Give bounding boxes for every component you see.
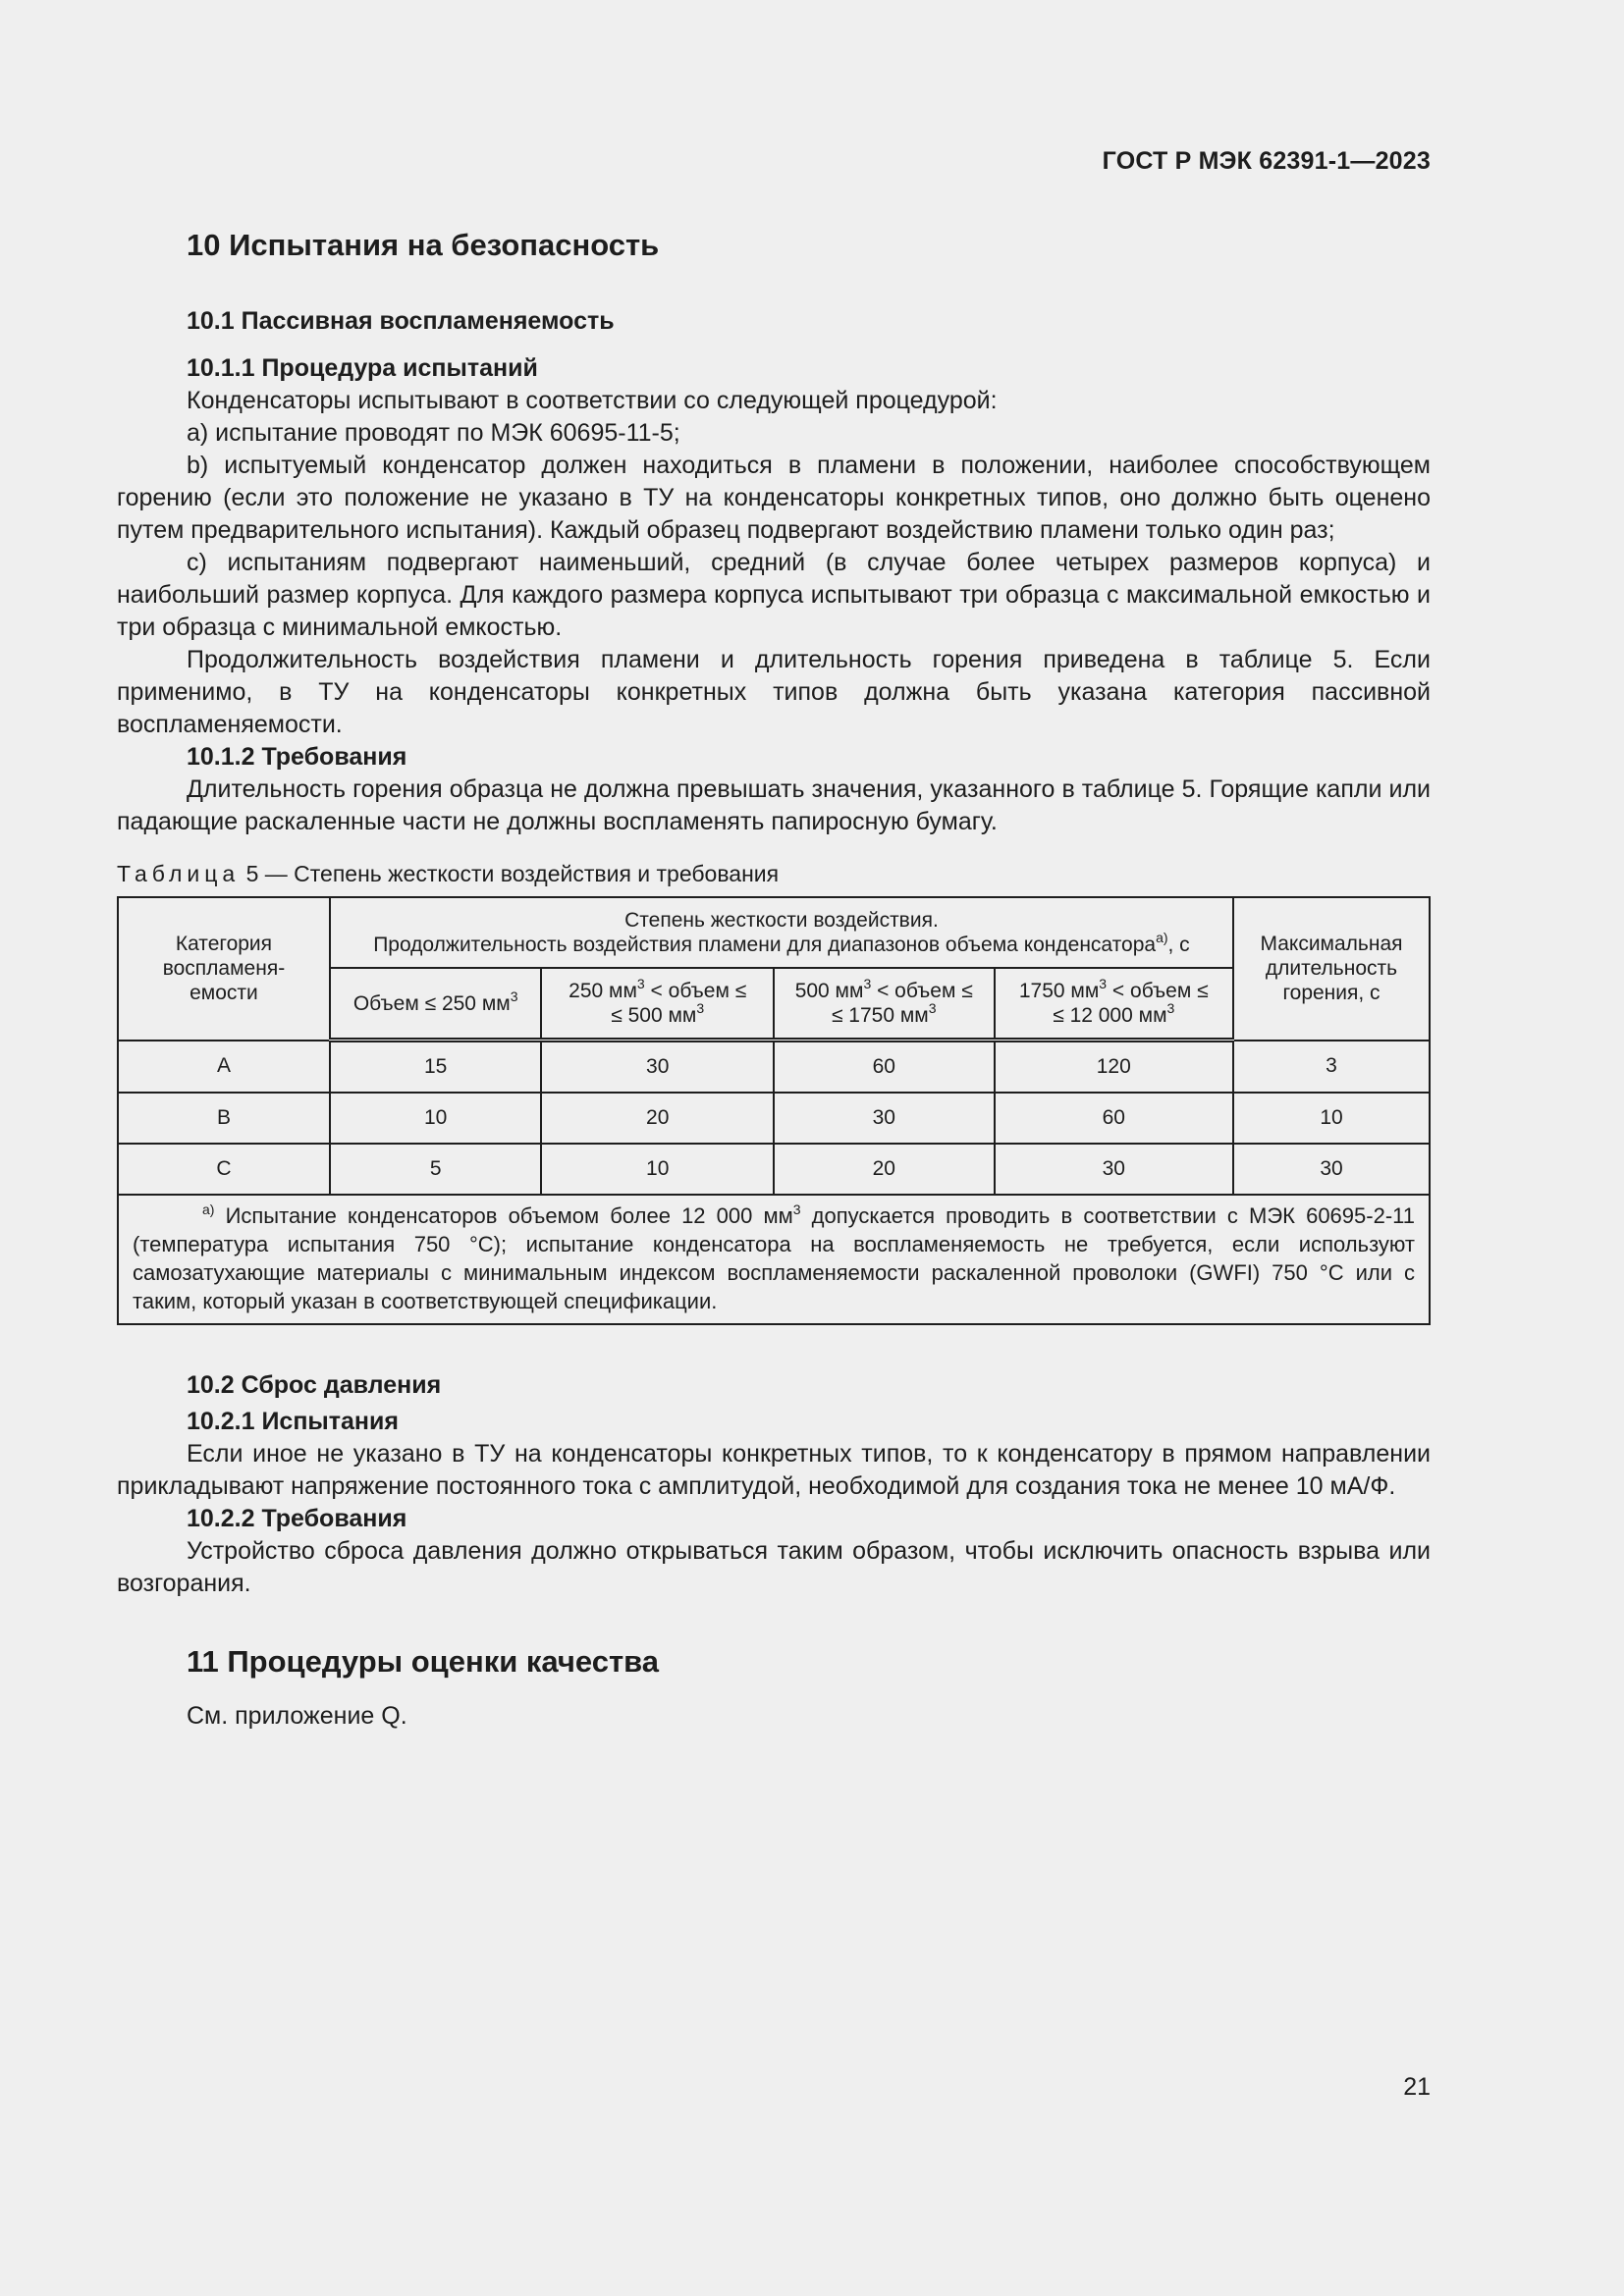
section-10-1-1-title: 10.1.1 Процедура испытаний: [187, 354, 538, 382]
table-cell: 5: [330, 1144, 542, 1195]
column-header-max-burn: Максимальная длительность горения, с: [1233, 897, 1430, 1041]
column-header-severity: Степень жесткости воздействия. Продолжительность воздействия пламени для диапазонов объема конденсатора$^{а)}$, с: [330, 897, 1233, 968]
table-footnote: $^{а)}$ Испытание конденсаторов объемом более 12 000 $мм^3$ допускается проводить в соответствии с МЭК 60695-2-11 (температура испытания 750 °С); испытание конденсатора на воспламеняемость не требуется, если используют самозатухающие материалы с минимальным индексом воспламеняемости раскаленной проволоки (GWFI) 750 °С или с таким, который указан в соответствующей спецификации.: [118, 1195, 1430, 1324]
section-10-2-2-title: 10.2.2 Требования: [187, 1505, 407, 1532]
table-cell: 30: [1233, 1144, 1430, 1195]
paragraph: Если иное не указано в ТУ на конденсаторы конкретных типов, то к конденсатору в прямом направлении прикладывают напряжение постоянного тока с амплитудой, необходимой для создания тока не менее 10 мА/Ф.: [117, 1440, 1431, 1500]
table-cell: 120: [995, 1041, 1233, 1094]
table-cell: 3: [1233, 1041, 1430, 1094]
section-11-title: 11 Процедуры оценки качества: [187, 1644, 660, 1679]
section-10-2-title: 10.2 Сброс давления: [187, 1371, 442, 1399]
paragraph: Продолжительность воздействия пламени и длительность горения приведена в таблице 5. Если применимо, в ТУ на конденсаторы конкретных типов должна быть указана категория пассивной воспламеняемости.: [117, 646, 1431, 738]
running-header: ГОСТ Р МЭК 62391-1—2023: [1102, 147, 1431, 175]
list-item-b: b) испытуемый конденсатор должен находиться в пламени в положении, наиболее способствующем горению (если это положение не указано в ТУ на конденсаторы конкретных типов, оно должно быть оценено путем предварительного испытания). Каждый образец подвергают воздействию пламени только один раз;: [117, 452, 1431, 544]
table-5: [117, 896, 1431, 1325]
section-10-2-1-title: 10.2.1 Испытания: [187, 1408, 399, 1435]
section-10-1-title: 10.1 Пассивная воспламеняемость: [187, 307, 615, 335]
paragraph: Конденсаторы испытывают в соответствии со следующей процедурой:: [187, 387, 998, 414]
table-cell: 30: [995, 1144, 1233, 1195]
list-item-c: c) испытаниям подвергают наименьший, средний (в случае более четырех размеров корпуса) и наибольший размер корпуса. Для каждого размера корпуса испытывают три образца с максимальной емкостью и три образца с минимальной емкостью.: [117, 549, 1431, 641]
table-cell: 15: [330, 1041, 542, 1094]
subheader-volume-2: 250 $мм^3$ < объем ≤ ≤ 500 $мм^3$: [541, 968, 774, 1041]
table-cell: 20: [541, 1093, 774, 1144]
paragraph: Длительность горения образца не должна превышать значения, указанного в таблице 5. Горящие капли или падающие раскаленные части не должны воспламенять папиросную бумагу.: [117, 775, 1431, 835]
table-cell: 60: [774, 1041, 995, 1094]
table-cell: В: [118, 1093, 330, 1144]
subheader-volume-3: 500 $мм^3$ < объем ≤ ≤ 1750 $мм^3$: [774, 968, 995, 1041]
table-cell: 60: [995, 1093, 1233, 1144]
table-caption: Таблица 5 — Степень жесткости воздействия и требования: [117, 861, 780, 886]
table-cell: С: [118, 1144, 330, 1195]
section-10-title: 10 Испытания на безопасность: [187, 228, 660, 262]
table-cell: 10: [1233, 1093, 1430, 1144]
table-cell: А: [118, 1041, 330, 1094]
subheader-volume-4: 1750 $мм^3$ < объем ≤ ≤ 12 000 $мм^3$: [995, 968, 1233, 1041]
page-content: [117, 221, 1431, 1733]
table-cell: 30: [541, 1041, 774, 1094]
section-10-1-2-title: 10.1.2 Требования: [187, 743, 407, 771]
table-row: [118, 1093, 1430, 1144]
table-cell: 10: [330, 1093, 542, 1144]
paragraph: Устройство сброса давления должно открываться таким образом, чтобы исключить опасность взрыва или возгорания.: [117, 1537, 1431, 1597]
paragraph: См. приложение Q.: [187, 1702, 407, 1730]
table-row: [118, 1144, 1430, 1195]
column-header-category: Категория воспламеня-емости: [118, 897, 330, 1041]
page-number: 21: [1403, 2073, 1431, 2101]
table-cell: 20: [774, 1144, 995, 1195]
table-cell: 10: [541, 1144, 774, 1195]
list-item-a: а) испытание проводят по МЭК 60695-11-5;: [187, 419, 680, 447]
table-cell: 30: [774, 1093, 995, 1144]
table-row: [118, 1041, 1430, 1094]
subheader-volume-1: Объем ≤ 250 $мм^3$: [330, 968, 542, 1041]
